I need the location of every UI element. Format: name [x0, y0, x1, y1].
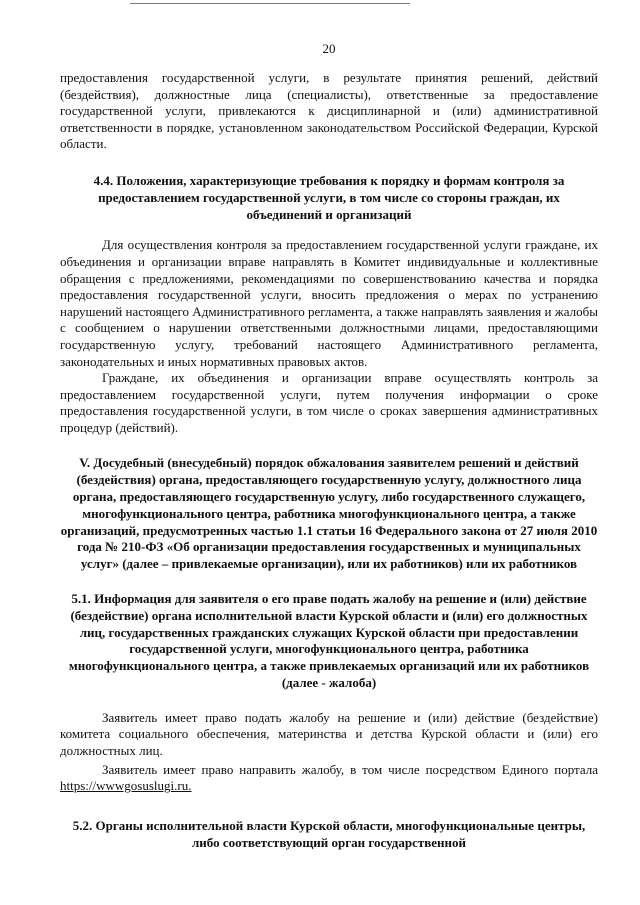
heading-text: 5.1. Информация для заявителя о его праве подать жалобу на решение и (или) действие (бездействие) органа исполнительной власти Курской области и (или) его должностных лиц, государственных гражданских служащих Курской области при предоставлении государственной услуги, многофункционального центра, работника многофункционального центра, а также привлекаемых организаций или их работников (далее - жалоба) [68, 591, 590, 691]
document-page [60, 0, 598, 851]
section-heading [60, 818, 598, 852]
paragraph [60, 762, 598, 795]
section-heading [60, 455, 598, 573]
paragraph-text: Заявитель имеет право направить жалобу, в том числе посредством Единого портала [102, 761, 598, 777]
document-body [60, 70, 598, 851]
paragraph-text: Граждане, их объединения и организации вправе осуществлять контроль за предоставлением государственной услуги, путем получения информации о сроке предоставления государственной услуги, в том числе о сроках завершения административных процедур (действий). [60, 370, 598, 435]
section-heading [60, 591, 598, 692]
paragraph [60, 710, 598, 760]
heading-text: 4.4. Положения, характеризующие требования к порядку и формам контроля за предоставлением государственной услуги, в том числе со стороны граждан, их объединений и организаций [93, 172, 565, 222]
heading-text: V. Досудебный (внесудебный) порядок обжалования заявителем решений и действий (бездействия) органа, предоставляющего государственную услугу, должностного лица органа, предоставляющего государственную услугу, либо государственного служащего, многофункционального центра, работника многофункционального центра, а также организаций, предусмотренных частью 1.1 статьи 16 Федерального закона от 27 июля 2010 года № 210-ФЗ «Об организации предоставления государственных и муниципальных услуг» (далее – привлекаемые организации), или их работников) или их работников [60, 455, 598, 572]
paragraph-text: Заявитель имеет право подать жалобу на решение и (или) действие (бездействие) комитета социального обеспечения, материнства и детства Курской области и (или) его должностных лиц. [60, 709, 598, 759]
paragraph [60, 70, 598, 153]
section-heading [60, 173, 598, 223]
heading-text: 5.2. Органы исполнительной власти Курской области, многофункциональные центры, либо соответствующий орган государственной [72, 817, 586, 850]
paragraph [60, 237, 598, 370]
paragraph-text: Для осуществления контроля за предоставлением государственной услуги граждане, их объединения и организации вправе направлять в Комитет индивидуальные и коллективные обращения с предложениями, рекомендациями по совершенствованию качества и порядка предоставления государственной услуги, вносить предложения о мерах по устранению нарушений настоящего Административного регламента, а также направлять заявления и жалобы с сообщением о нарушении ответственными должностными лицами, предоставляющими государственную услугу, требований настоящего Административного регламента, законодательных и иных нормативных правовых актов. [60, 237, 598, 369]
paragraph-text: предоставления государственной услуги, в результате принятия решений, действий (бездействия), должностные лица (специалисты), ответственные за предоставление государственной услуги, привлекаются к дисциплинарной и (или) административной ответственности в порядке, установленном законодательством Российской Федерации, Курской области. [60, 70, 598, 152]
paragraph [60, 370, 598, 436]
page-number: 20 [322, 41, 336, 56]
portal-link[interactable]: https://wwwgosuslugi.ru. [60, 778, 192, 794]
